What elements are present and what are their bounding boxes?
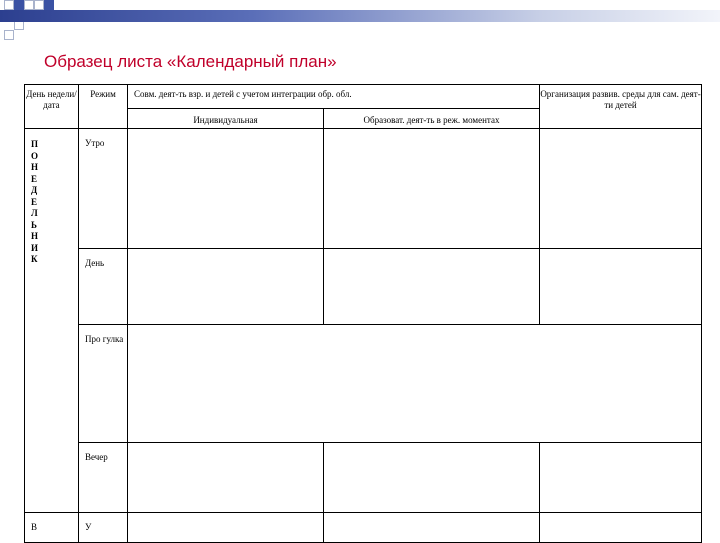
day-letter: Н xyxy=(31,162,39,172)
period-morning: Утро xyxy=(79,129,128,249)
cell-educational xyxy=(324,513,540,543)
header-environment: Организация развив. среды для сам. деят-ти детей xyxy=(540,85,702,129)
period-walk: Про гулка xyxy=(79,325,128,443)
cell-environment xyxy=(540,249,702,325)
calendar-plan-table xyxy=(24,84,702,543)
header-individual: Индивидуальная xyxy=(128,109,324,129)
cell-individual xyxy=(128,129,324,249)
day-letter: Д xyxy=(31,185,38,195)
cell-educational xyxy=(324,443,540,513)
cell-environment xyxy=(540,129,702,249)
period-day: День xyxy=(79,249,128,325)
next-period-fragment: У xyxy=(79,513,128,543)
cell-walk-merged xyxy=(128,325,702,443)
table-row-next-day xyxy=(25,513,702,543)
table-row-morning xyxy=(25,129,702,249)
day-letter: И xyxy=(31,242,39,253)
next-day-fragment: В xyxy=(25,513,79,543)
slide-title: Образец листа «Календарный план» xyxy=(44,52,337,71)
cell-educational xyxy=(324,249,540,325)
header-day: День недели/ дата xyxy=(25,85,79,129)
header-joint-activity: Совм. деят-ть взр. и детей с учетом интеграции обр. обл. xyxy=(128,85,540,109)
day-letter: Е xyxy=(31,173,38,184)
table-row-evening xyxy=(25,443,702,513)
day-letter: Н xyxy=(31,231,39,241)
header-mode: Режим xyxy=(79,85,128,129)
cell-individual xyxy=(128,513,324,543)
day-monday-vertical xyxy=(25,129,79,513)
cell-environment xyxy=(540,443,702,513)
table-row-walk xyxy=(25,325,702,443)
day-letter: Ь xyxy=(31,219,37,230)
header-row xyxy=(25,85,702,109)
cell-individual xyxy=(128,443,324,513)
day-letter: Е xyxy=(31,196,38,207)
day-letter: О xyxy=(31,150,39,161)
cell-environment xyxy=(540,513,702,543)
corner-decoration xyxy=(0,0,64,44)
table-row-day xyxy=(25,249,702,325)
day-letter: П xyxy=(31,139,39,149)
day-letter: К xyxy=(31,254,38,264)
header-bar xyxy=(0,10,720,22)
header-educational: Образоват. деят-ть в реж. моментах xyxy=(324,109,540,129)
cell-educational xyxy=(324,129,540,249)
cell-individual xyxy=(128,249,324,325)
day-letter: Л xyxy=(31,208,38,218)
period-evening: Вечер xyxy=(79,443,128,513)
